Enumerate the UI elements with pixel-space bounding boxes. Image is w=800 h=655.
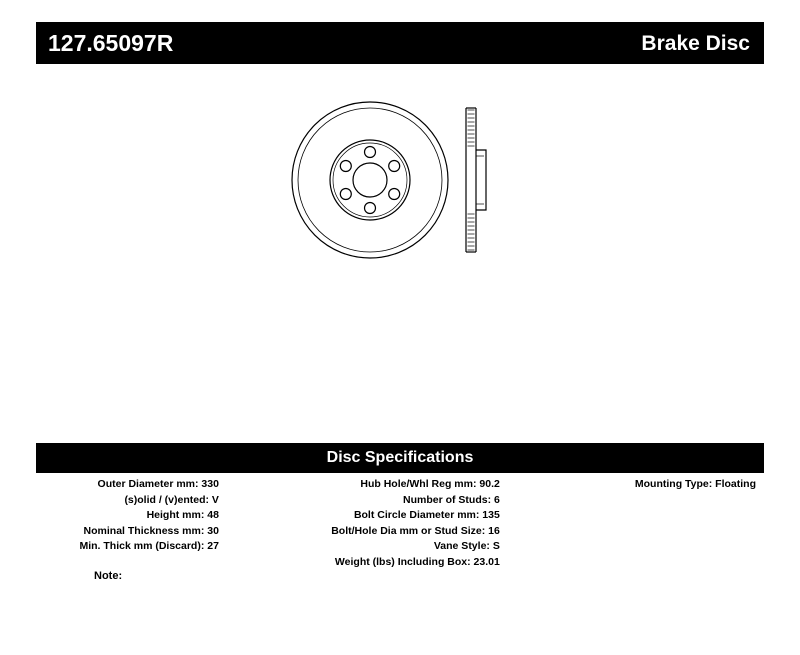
spec-item: Hub Hole/Whl Reg mm: 90.2 — [360, 478, 500, 490]
bolt-hole — [365, 203, 376, 214]
bolt-hole — [365, 147, 376, 158]
bolt-hole — [340, 189, 351, 200]
side-section-view — [466, 108, 486, 252]
spec-item: Height mm: 48 — [146, 509, 219, 521]
specifications-column-3 — [504, 477, 764, 493]
bolt-hole — [389, 161, 400, 172]
disc-specifications-title-bar — [36, 443, 764, 473]
spec-item: Bolt/Hole Dia mm or Stud Size: 16 — [331, 524, 500, 537]
bolt-hole — [389, 189, 400, 200]
spec-item: Weight (lbs) Including Box: 23.01 — [334, 555, 500, 568]
spec-item: Nominal Thickness mm: 30 — [83, 524, 219, 537]
rotor-friction-ring — [298, 108, 442, 252]
hub-center-hole — [353, 163, 387, 197]
spec-item: Mounting Type: Floating — [634, 478, 756, 490]
spec-item: (s)olid / (v)ented: V — [124, 493, 219, 506]
spec-item: Number of Studs: 6 — [402, 493, 500, 506]
brake-disc-drawing — [280, 90, 540, 290]
rotor-hat-outer — [330, 140, 410, 220]
disc-specifications-title: Disc Specifications — [326, 449, 474, 466]
note-label: Note: — [94, 570, 123, 582]
rotor-outer-edge — [292, 102, 448, 258]
part-number: 127.65097R — [48, 29, 174, 56]
specifications-column-1 — [36, 477, 223, 555]
spec-item: Outer Diameter mm: 330 — [97, 478, 219, 490]
spec-item: Min. Thick mm (Discard): 27 — [79, 540, 219, 552]
spec-item: Vane Style: S — [433, 540, 500, 552]
specifications-table — [36, 477, 764, 570]
product-type-label: Brake Disc — [641, 31, 750, 55]
specifications-column-2 — [223, 477, 504, 570]
rotor-hat-step — [333, 143, 407, 217]
header-bar — [36, 22, 764, 64]
spec-item: Bolt Circle Diameter mm: 135 — [353, 509, 500, 521]
bolt-hole — [340, 161, 351, 172]
